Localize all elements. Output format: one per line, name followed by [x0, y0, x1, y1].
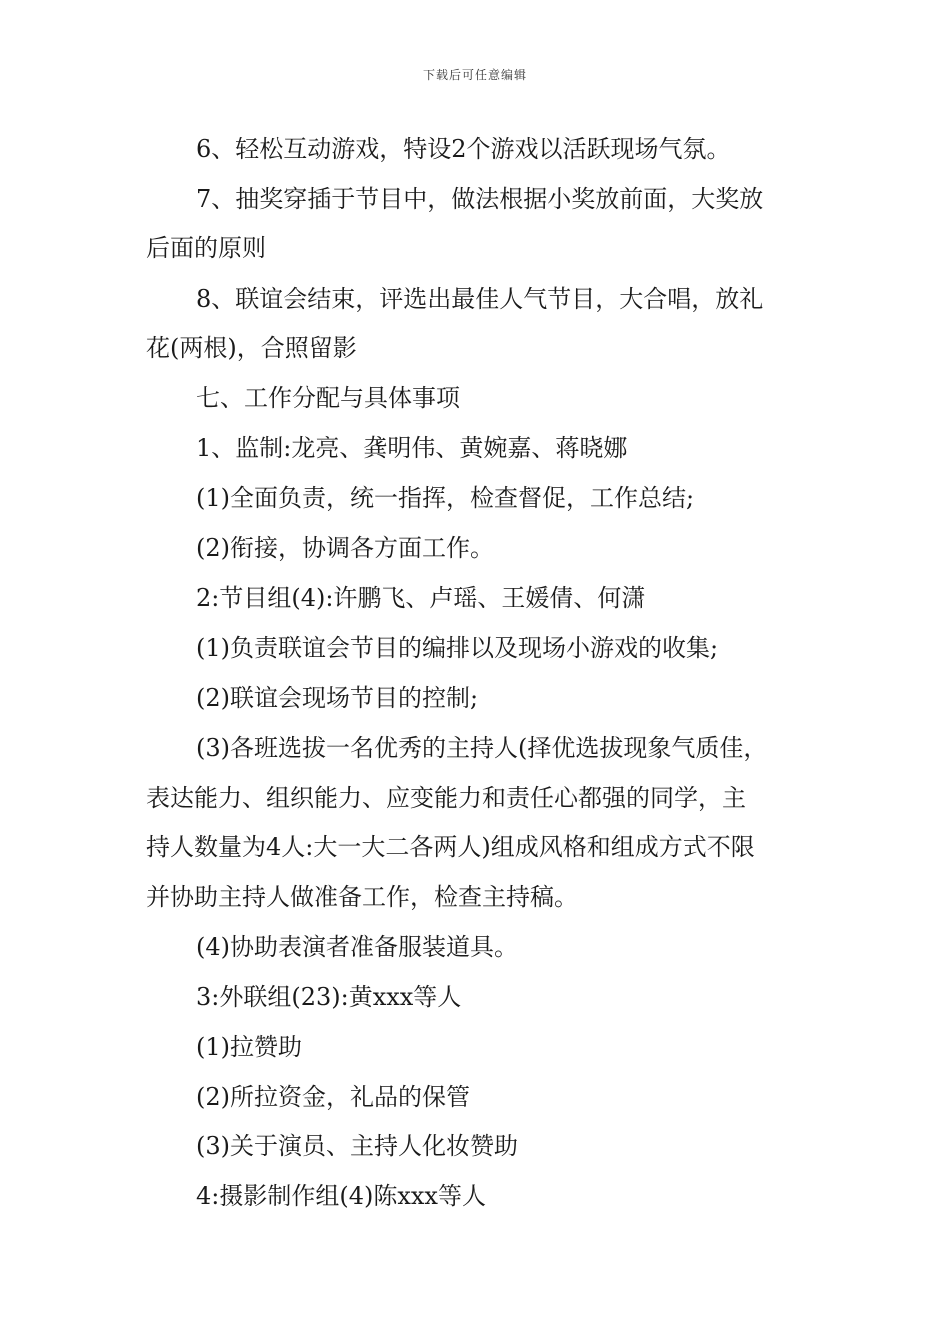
- paragraph-line: 花(两根)，合照留影: [146, 334, 357, 362]
- paragraph-line: 2:节目组(4):许鹏飞、卢瑶、王媛倩、何潇: [196, 584, 646, 612]
- paragraph-line: 持人数量为4人:大一大二各两人)组成风格和组成方式不限: [146, 833, 755, 861]
- paragraph-line: 3:外联组(23):黄xxx等人: [196, 983, 462, 1011]
- paragraph-line: 并协助主持人做准备工作，检查主持稿。: [146, 883, 578, 911]
- list-item: (2)联谊会现场节目的控制;: [196, 684, 479, 712]
- list-item: (1)负责联谊会节目的编排以及现场小游戏的收集;: [196, 634, 719, 662]
- paragraph-line: 后面的原则: [146, 234, 266, 262]
- list-item: (1)全面负责，统一指挥，检查督促，工作总结;: [196, 484, 695, 512]
- paragraph-line: 7、抽奖穿插于节目中，做法根据小奖放前面，大奖放: [196, 185, 764, 213]
- paragraph-line: 4:摄影制作组(4)陈xxx等人: [196, 1182, 486, 1210]
- page-header: 下载后可任意编辑: [422, 68, 527, 82]
- section-heading: 七、工作分配与具体事项: [196, 384, 460, 412]
- paragraph-line: 8、联谊会结束，评选出最佳人气节目，大合唱，放礼: [196, 285, 764, 313]
- list-item: (1)拉赞助: [196, 1033, 302, 1061]
- paragraph-line: 1、监制:龙亮、龚明伟、黄婉嘉、蒋晓娜: [196, 434, 628, 462]
- list-item: (4)协助表演者准备服装道具。: [196, 933, 518, 961]
- paragraph-line: 表达能力、组织能力、应变能力和责任心都强的同学，主: [146, 784, 746, 812]
- paragraph-line: 6、轻松互动游戏，特设2个游戏以活跃现场气氛。: [196, 135, 731, 163]
- list-item: (3)各班选拔一名优秀的主持人(择优选拔现象气质佳，: [196, 734, 768, 762]
- list-item: (2)衔接，协调各方面工作。: [196, 534, 494, 562]
- list-item: (3)关于演员、主持人化妆赞助: [196, 1132, 518, 1160]
- list-item: (2)所拉资金，礼品的保管: [196, 1083, 470, 1111]
